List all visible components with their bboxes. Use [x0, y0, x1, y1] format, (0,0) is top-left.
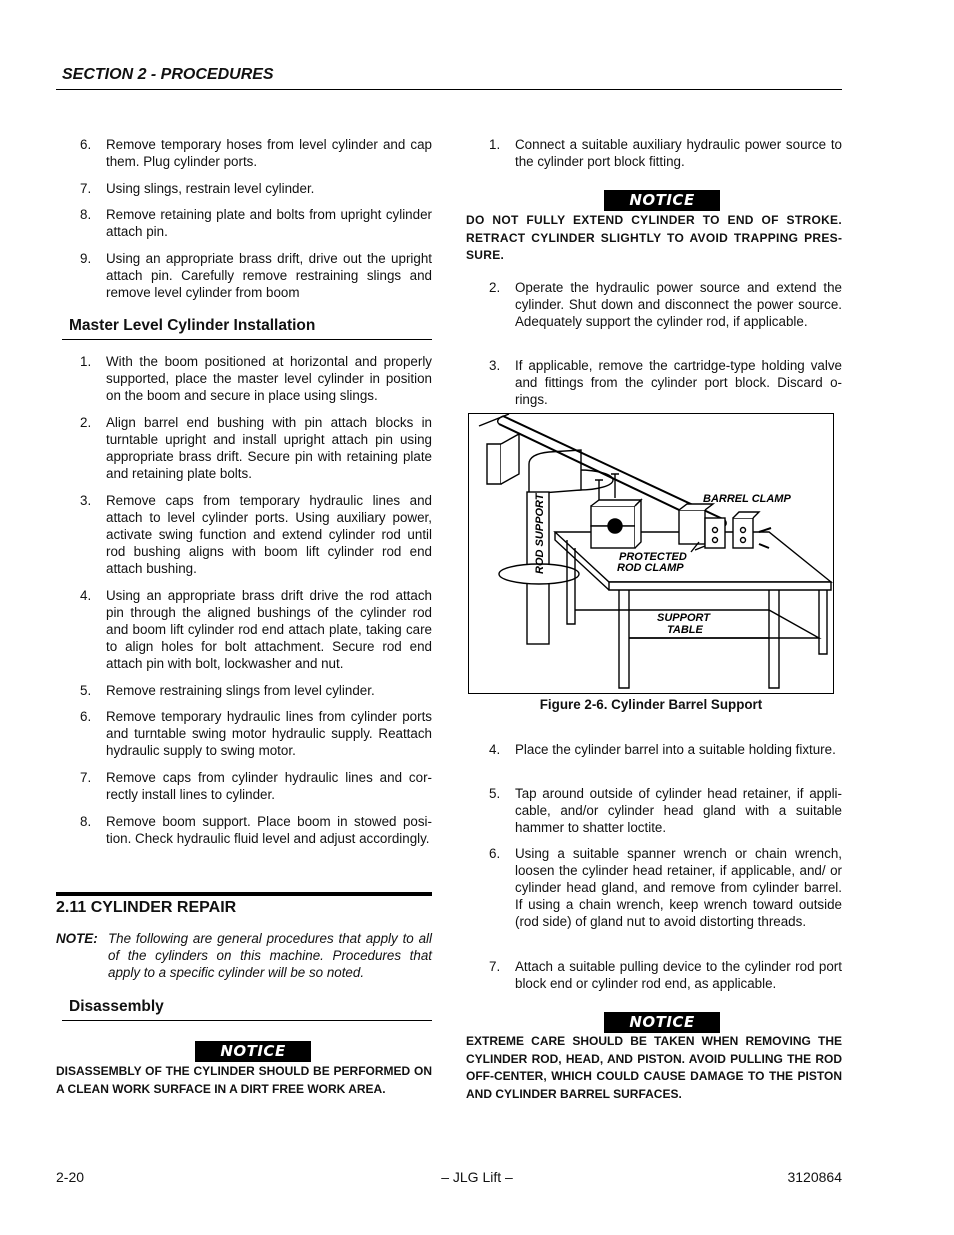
item-number: 3. [80, 493, 92, 508]
heading-rule [62, 339, 432, 340]
item-text: If applicable, remove the cartridge-type holding valve and fittings from the cylinder port block. Discard o-rings. [515, 358, 842, 407]
item-number: 2. [80, 415, 92, 430]
item-number: 6. [489, 846, 501, 861]
item-number: 7. [489, 959, 501, 974]
item-number: 6. [80, 137, 92, 152]
notice-text: EXTREME CARE SHOULD BE TAKEN WHEN REMOVING THE CYLINDER ROD, HEAD, AND PISTON. AVOID PULLING THE ROD OFF-CENTER, WHICH COULD CAUSE DAMAGE TO THE PISTON AND CYLINDER BARREL SURFACES. [466, 1034, 842, 1101]
item-text: Tap around outside of cylinder head retainer, if applicable, and/or cylinder head gland with a suitable hammer to shatter loctite. [515, 786, 842, 835]
item-number: 8. [80, 814, 92, 829]
label-rod-support: ROD SUPPORT [534, 493, 546, 574]
item-text: Connect a suitable auxiliary hydraulic power source to the cylinder port block fitting. [515, 137, 842, 169]
item-number: 4. [489, 742, 501, 757]
item-text: Using an appropriate brass drift drive the rod attach pin through the aligned bushings of the cylinder rod and boom lift cylinder rod end attach plate, taking care to align holes for bolt attachment. Secure rod end attach pin with bolt, lockwasher and nut. [106, 588, 432, 671]
label-support-table: SUPPORT [657, 612, 710, 624]
disassembly-heading: Disassembly [69, 998, 164, 1015]
item-text: Remove restraining slings from level cylinder. [106, 683, 375, 698]
item-number: 2. [489, 280, 501, 295]
item-number: 9. [80, 251, 92, 266]
figure-caption: Figure 2-6. Cylinder Barrel Support [539, 697, 763, 712]
footer-center: – JLG Lift – [441, 1169, 513, 1185]
document-number: 3120864 [787, 1169, 842, 1185]
section-header: SECTION 2 - PROCEDURES [62, 66, 274, 83]
item-number: 8. [80, 207, 92, 222]
install-heading: Master Level Cylinder Installation [69, 317, 316, 334]
item-text: Operate the hydraulic power source and extend the cylinder. Shut down and disconnect the power source. Adequately support the cylinder rod, if applicable. [515, 280, 842, 329]
item-number: 6. [80, 709, 92, 724]
item-text: Using an appropriate brass drift, drive out the upright attach pin. Carefully remove restraining slings and remove level cylinder from boom [106, 251, 432, 300]
heading-rule [62, 1020, 432, 1021]
section-title: 2.11 CYLINDER REPAIR [56, 899, 237, 916]
notice-badge: NOTICE [604, 190, 720, 211]
item-number: 1. [80, 354, 92, 369]
item-text: Remove boom support. Place boom in stowed position. Check hydraulic fluid level and adjust accordingly. [106, 814, 432, 846]
item-text: Remove temporary hoses from level cylinder and cap them. Plug cylinder ports. [106, 137, 432, 169]
label-protected-rod-clamp-line2: ROD CLAMP [617, 562, 684, 574]
item-text: Remove caps from cylinder hydraulic lines and correctly install lines to cylinder. [106, 770, 432, 802]
page-number: 2-20 [56, 1169, 85, 1185]
label-support-table-line2: TABLE [667, 624, 703, 636]
cylinder-support-illustration [469, 414, 833, 693]
item-text: With the boom positioned at horizontal and properly supported, place the master level cylinder in position on the boom and secure in place using slings. [106, 354, 432, 403]
notice-text: DISASSEMBLY OF THE CYLINDER SHOULD BE PERFORMED ON A CLEAN WORK SURFACE IN A DIRT FREE WORK AREA. [56, 1064, 432, 1096]
label-protected-rod-clamp: PROTECTED [619, 551, 687, 563]
notice-text: DO NOT FULLY EXTEND CYLINDER TO END OF STROKE. RETRACT CYLINDER SLIGHTLY TO AVOID TRAPPING PRESSURE. [466, 213, 842, 262]
item-number: 5. [489, 786, 501, 801]
item-number: 7. [80, 181, 92, 196]
section-rule [56, 892, 432, 896]
item-text: Using slings, restrain level cylinder. [106, 181, 315, 196]
item-text: Remove retaining plate and bolts from upright cylinder attach pin. [106, 207, 432, 239]
item-number: 4. [80, 588, 92, 603]
item-number: 7. [80, 770, 92, 785]
item-text: Attach a suitable pulling device to the cylinder rod port block end or cylinder rod end, as applicable. [515, 959, 842, 991]
item-number: 5. [80, 683, 92, 698]
item-text: Place the cylinder barrel into a suitable holding fixture. [515, 742, 836, 757]
item-number: 3. [489, 358, 501, 373]
figure-cylinder-barrel-support [468, 413, 834, 694]
notice-badge: NOTICE [195, 1041, 311, 1062]
item-number: 1. [489, 137, 501, 152]
notice-badge: NOTICE [604, 1012, 720, 1033]
header-rule [56, 89, 842, 90]
item-text: Using a suitable spanner wrench or chain wrench, loosen the cylinder head retainer, if applicable, and/ or cylinder head gland, and remove from cylinder barrel. If using a chain wrench, keep wrench toward outside (rod side) of gland nut to avoid distorting threads. [515, 846, 842, 929]
item-text: Remove caps from temporary hydraulic lines and attach to level cylinder ports. Using auxiliary power, activate swing function and extend cylinder rod until rod bushing aligns with boom lift cylinder rod end attach bushing. [106, 493, 432, 576]
item-text: Align barrel end bushing with pin attach blocks in turntable upright and install upright attach pin using appropriate brass drift. Secure pin with retaining plate and retaining plate bolts. [106, 415, 432, 481]
item-text: Remove temporary hydraulic lines from cylinder ports and turntable swing motor hydraulic supply. Reattach hydraulic supply to swing motor. [106, 709, 432, 758]
note-label: NOTE: [56, 931, 98, 946]
label-barrel-clamp: BARREL CLAMP [703, 493, 791, 505]
note-text: The following are general procedures that apply to all of the cylinders on this machine. Procedures that apply to a specific cylinder will be so noted. [108, 931, 432, 980]
